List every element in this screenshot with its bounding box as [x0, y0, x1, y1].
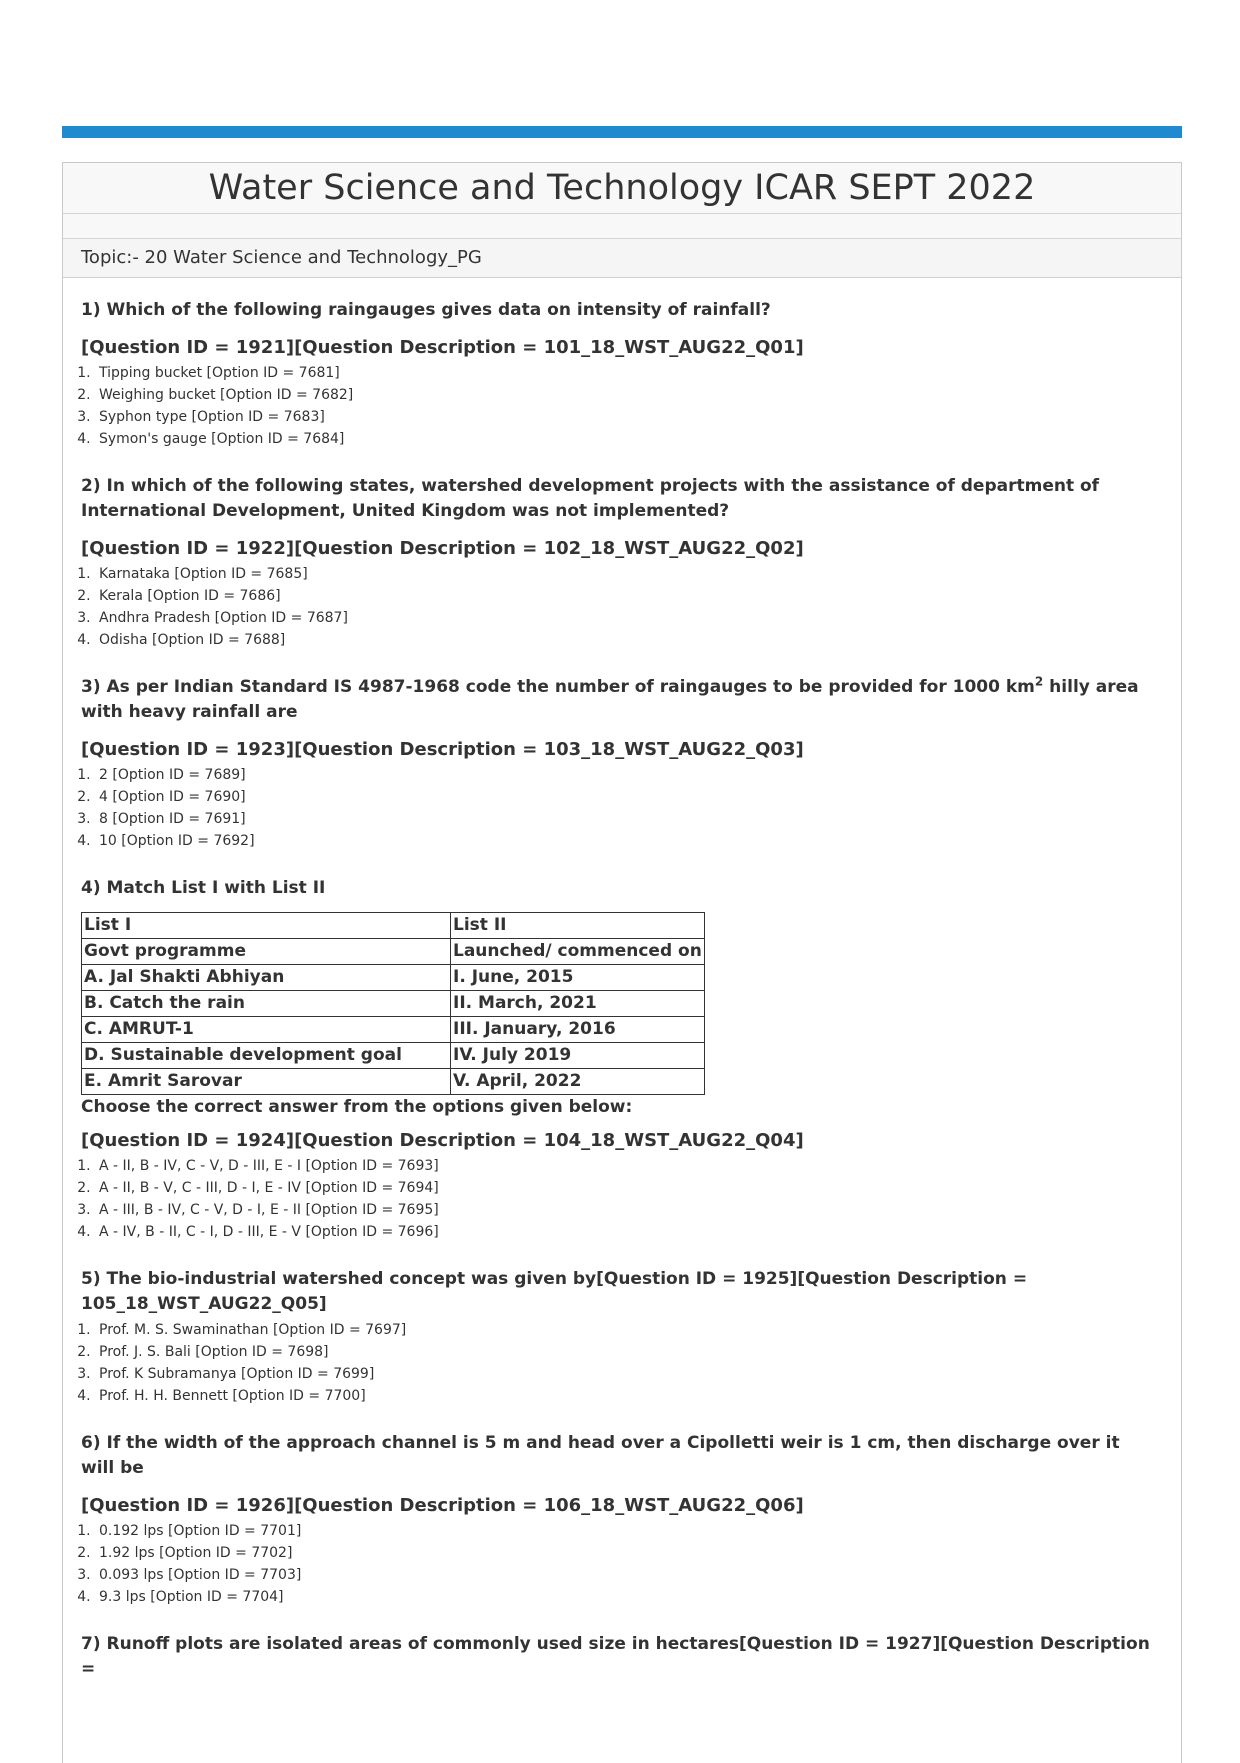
table-cell: D. Sustainable development goal: [82, 1043, 451, 1069]
table-cell: II. March, 2021: [451, 991, 705, 1017]
page-title: Water Science and Technology ICAR SEPT 2022: [208, 168, 1036, 208]
table-cell: List I: [82, 913, 451, 939]
table-row: [82, 1043, 705, 1069]
option-item: 3. Prof. K Subramanya [Option ID = 7699]: [95, 1363, 1171, 1385]
question-text: 6) If the width of the approach channel is 5 m and head over a Cipolletti weir is 1 cm, then discharge over it will be: [81, 1433, 1120, 1478]
option-item: 1. 2 [Option ID = 7689]: [95, 764, 1171, 786]
choose-instruction: Choose the correct answer from the options given below:: [81, 1097, 633, 1117]
option-list: [63, 764, 1171, 852]
table-row: [82, 965, 705, 991]
spacer-row: [63, 214, 1181, 239]
option-item: 4. A - IV, B - II, C - I, D - III, E - V [Option ID = 7696]: [95, 1221, 1171, 1243]
question-meta: [Question ID = 1926][Question Description = 106_18_WST_AUG22_Q06]: [81, 1495, 804, 1516]
option-list: [63, 1155, 1171, 1243]
question-4: [63, 876, 1171, 1243]
option-item: 1. A - II, B - IV, C - V, D - III, E - I [Option ID = 7693]: [95, 1155, 1171, 1177]
table-cell: Launched/ commenced on: [451, 939, 705, 965]
match-table: [81, 912, 705, 1095]
table-cell: A. Jal Shakti Abhiyan: [82, 965, 451, 991]
table-cell: C. AMRUT-1: [82, 1017, 451, 1043]
table-cell: B. Catch the rain: [82, 991, 451, 1017]
question-5: [63, 1267, 1171, 1407]
question-text: 2) In which of the following states, watershed development projects with the assistance of department of International Development, United Kingdom was not implemented?: [81, 476, 1100, 521]
option-item: 3. A - III, B - IV, C - V, D - I, E - II [Option ID = 7695]: [95, 1199, 1171, 1221]
table-cell: V. April, 2022: [451, 1069, 705, 1095]
option-item: 4. 9.3 lps [Option ID = 7704]: [95, 1586, 1171, 1608]
option-list: [63, 1319, 1171, 1407]
question-text: [81, 675, 1171, 725]
option-item: 2. Prof. J. S. Bali [Option ID = 7698]: [95, 1341, 1171, 1363]
question-text-part: hilly area with heavy rainfall are: [81, 677, 1139, 722]
option-list: [63, 563, 1171, 651]
option-item: 1. 0.192 lps [Option ID = 7701]: [95, 1520, 1171, 1542]
question-meta: [Question ID = 1924][Question Description = 104_18_WST_AUG22_Q04]: [81, 1130, 804, 1151]
question-meta: [Question ID = 1921][Question Description = 101_18_WST_AUG22_Q01]: [81, 337, 804, 358]
question-1: [63, 298, 1171, 450]
table-cell: IV. July 2019: [451, 1043, 705, 1069]
table-cell: List II: [451, 913, 705, 939]
option-item: 1. Prof. M. S. Swaminathan [Option ID = 7697]: [95, 1319, 1171, 1341]
option-item: 4. Odisha [Option ID = 7688]: [95, 629, 1171, 651]
question-6: [63, 1431, 1171, 1608]
question-text: 7) Runoff plots are isolated areas of commonly used size in hectares[Question ID = 1927][Question Description =: [81, 1634, 1150, 1679]
option-item: 2. Kerala [Option ID = 7686]: [95, 585, 1171, 607]
table-cell: Govt programme: [82, 939, 451, 965]
document-frame: [62, 162, 1182, 1763]
question-text-part: 3) As per Indian Standard IS 4987-1968 code the number of raingauges to be provided for 1000 km: [81, 677, 1035, 697]
question-meta: [Question ID = 1922][Question Description = 102_18_WST_AUG22_Q02]: [81, 538, 804, 559]
question-meta: [Question ID = 1923][Question Description = 103_18_WST_AUG22_Q03]: [81, 739, 804, 760]
option-item: 2. 1.92 lps [Option ID = 7702]: [95, 1542, 1171, 1564]
table-row: [82, 913, 705, 939]
option-item: 2. Weighing bucket [Option ID = 7682]: [95, 384, 1171, 406]
option-list: [63, 362, 1171, 450]
option-list: [63, 1520, 1171, 1608]
table-row: [82, 939, 705, 965]
table-cell: III. January, 2016: [451, 1017, 705, 1043]
option-item: 1. Karnataka [Option ID = 7685]: [95, 563, 1171, 585]
header-accent-bar: [62, 126, 1182, 138]
table-cell: E. Amrit Sarovar: [82, 1069, 451, 1095]
question-list: [63, 298, 1181, 1682]
question-2: [63, 474, 1171, 651]
topic-heading: Topic:- 20 Water Science and Technology_PG: [63, 239, 1181, 278]
option-item: 4. 10 [Option ID = 7692]: [95, 830, 1171, 852]
option-item: 1. Tipping bucket [Option ID = 7681]: [95, 362, 1171, 384]
question-7: [63, 1632, 1171, 1682]
question-text: 4) Match List I with List II: [81, 878, 326, 898]
option-item: 4. Prof. H. H. Bennett [Option ID = 7700]: [95, 1385, 1171, 1407]
question-3: [63, 675, 1171, 852]
superscript: 2: [1034, 674, 1044, 689]
question-text: 1) Which of the following raingauges gives data on intensity of rainfall?: [81, 300, 771, 320]
option-item: 3. 8 [Option ID = 7691]: [95, 808, 1171, 830]
question-text: 5) The bio-industrial watershed concept was given by[Question ID = 1925][Question Description = 105_18_WST_AUG22_Q05]: [81, 1269, 1028, 1314]
title-row: [63, 163, 1181, 214]
table-cell: I. June, 2015: [451, 965, 705, 991]
table-row: [82, 1069, 705, 1095]
option-item: 2. 4 [Option ID = 7690]: [95, 786, 1171, 808]
table-row: [82, 991, 705, 1017]
table-row: [82, 1017, 705, 1043]
option-item: 3. Syphon type [Option ID = 7683]: [95, 406, 1171, 428]
option-item: 4. Symon's gauge [Option ID = 7684]: [95, 428, 1171, 450]
option-item: 2. A - II, B - V, C - III, D - I, E - IV [Option ID = 7694]: [95, 1177, 1171, 1199]
option-item: 3. 0.093 lps [Option ID = 7703]: [95, 1564, 1171, 1586]
option-item: 3. Andhra Pradesh [Option ID = 7687]: [95, 607, 1171, 629]
